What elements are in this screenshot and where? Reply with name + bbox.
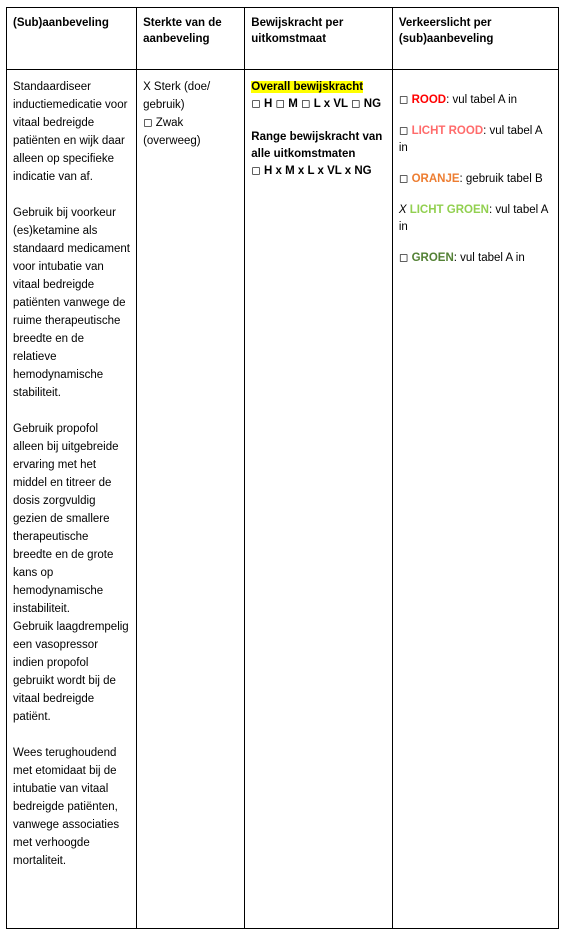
recommendation-1: Standaardiseer inductiemedicatie voor vitaal bedreigde patiënten en wijk daar alleen op specifieke indicatie van af. bbox=[13, 81, 128, 183]
recommendation-2: Gebruik bij voorkeur (es)ketamine als standaard medicament voor intubatie van vitaal bedreigde patiënten vanwege de ruime therapeutische breedte en de relatieve hemodynamische stabiliteit. bbox=[13, 207, 130, 399]
traffic-light-green: ◻ GROEN: vul tabel A in bbox=[398, 252, 525, 264]
strength-weak: ◻ Zwak (overweeg) bbox=[143, 117, 201, 147]
header-recommendation: (Sub)aanbeveling bbox=[7, 8, 137, 70]
range-evidence-options: ◻ H x M x L x VL x NG bbox=[251, 165, 372, 177]
header-evidence: Bewijskracht per uitkomstmaat bbox=[245, 8, 393, 70]
traffic-light-orange: ◻ ORANJE: gebruik tabel B bbox=[398, 173, 543, 185]
strength-strong: X Sterk (doe/ gebruik) bbox=[143, 81, 211, 111]
strength-cell bbox=[137, 70, 245, 929]
range-evidence-label: Range bewijskracht van alle uitkomstmaten bbox=[251, 131, 383, 160]
recommendation-5: Wees terughoudend met etomidaat bij de intubatie van vitaal bedreigde patiënten, vanwege associaties met verhoogde mortaliteit. bbox=[13, 747, 120, 867]
header-traffic-light: Verkeerslicht per (sub)aanbeveling bbox=[392, 8, 558, 70]
body-row bbox=[7, 70, 559, 929]
recommendation-4: Gebruik laagdrempelig een vasopressor indien propofol gebruikt wordt bij de vitaal bedreigde patiënt. bbox=[13, 621, 129, 723]
recommendation-3: Gebruik propofol alleen bij uitgebreide ervaring met het middel en titreer de dosis zorgvuldig gezien de smallere therapeutische breedte en de grote kans op hemodynamische instabiliteit. bbox=[13, 423, 119, 615]
traffic-light-light-green: X LICHT GROEN: vul tabel A in bbox=[398, 204, 548, 233]
overall-evidence-options: ◻ H ◻ M ◻ L x VL ◻ NG bbox=[251, 98, 382, 110]
recommendation-table bbox=[6, 7, 559, 929]
overall-evidence-label: Overall bewijskracht bbox=[251, 81, 364, 93]
traffic-light-cell bbox=[392, 70, 558, 929]
recommendation-cell bbox=[7, 70, 137, 929]
header-row bbox=[7, 8, 559, 70]
header-strength: Sterkte van de aanbeveling bbox=[137, 8, 245, 70]
traffic-light-red: ◻ ROOD: vul tabel A in bbox=[398, 94, 518, 106]
traffic-light-light-red: ◻ LICHT ROOD: vul tabel A in bbox=[398, 125, 542, 154]
evidence-cell bbox=[245, 70, 393, 929]
